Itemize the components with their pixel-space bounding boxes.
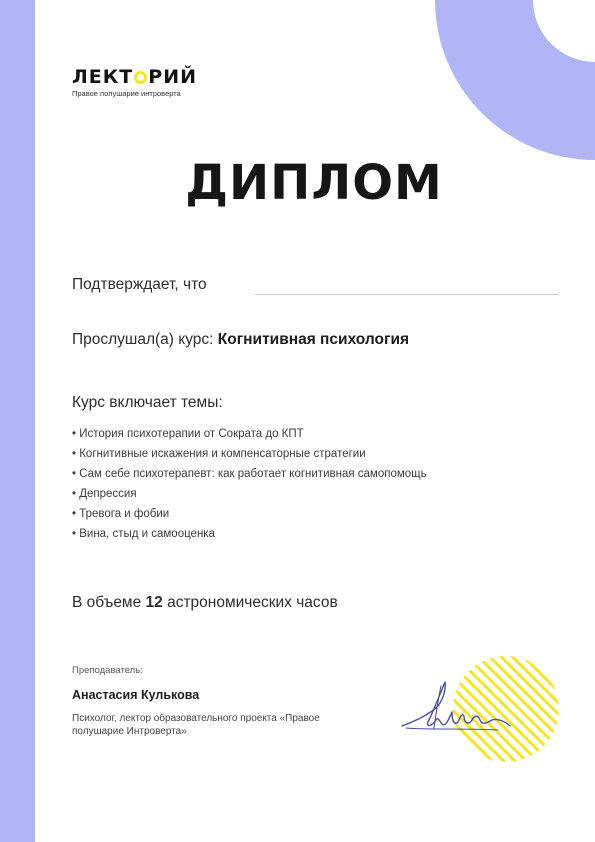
topic-item: • История психотерапии от Сократа до КПТ [72, 428, 304, 440]
brand-subtitle: Правое полушарие интроверта [72, 89, 181, 98]
diploma-title: ДИПЛОМ [185, 155, 443, 211]
teacher-description: Психолог, лектор образовательного проекта «Правое полушарие Интроверта» [72, 713, 320, 737]
topic-item: • Тревога и фобии [72, 508, 170, 520]
course-label: Прослушал(а) курс: [72, 331, 218, 348]
logo-ring-icon [134, 71, 147, 84]
hours-value: 12 [145, 594, 163, 611]
topics-heading: Курс включает темы: [72, 394, 223, 411]
topics-list [72, 424, 427, 544]
brand-name: ЛЕКТ РИЙ [72, 66, 197, 88]
corner-arc-decoration [435, 0, 595, 160]
hours-prefix: В объеме [72, 594, 146, 611]
hours-suffix: астрономических часов [162, 594, 338, 611]
topic-item: • Депрессия [72, 488, 137, 500]
teacher-name: Анастасия Кулькова [72, 688, 200, 702]
left-decorative-band [0, 0, 35, 842]
brand-logo [72, 66, 197, 98]
topic-item: • Сам себе психотерапевт: как работает когнитивная самопомощь [72, 468, 427, 480]
handwritten-signature [398, 676, 518, 738]
recipient-name-line [255, 294, 559, 295]
topic-item: • Вина, стыд и самооценка [72, 528, 215, 540]
hours-line [72, 594, 338, 612]
confirm-text: Подтверждает, что [72, 276, 207, 293]
topic-item: • Когнитивные искажения и компенсаторные стратегии [72, 448, 366, 460]
teacher-label: Преподаватель: [72, 665, 143, 676]
course-line [72, 331, 409, 349]
course-name: Когнитивная психология [217, 331, 410, 348]
